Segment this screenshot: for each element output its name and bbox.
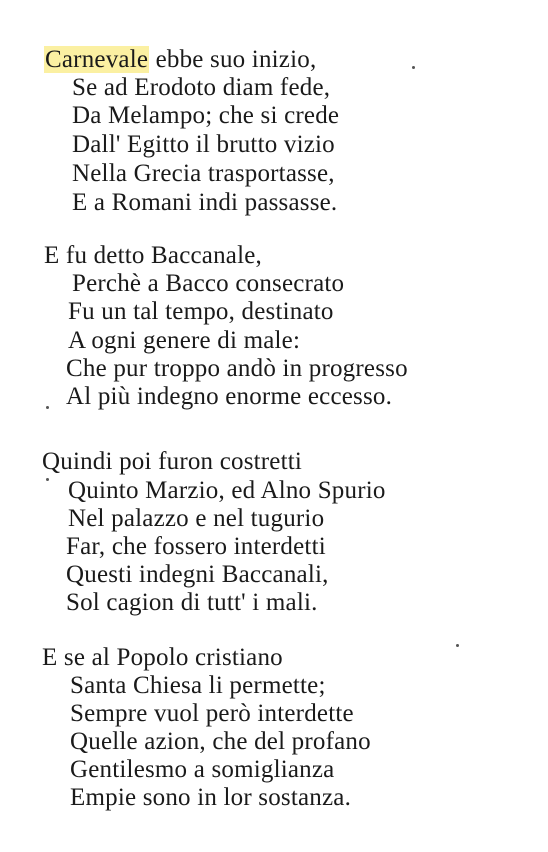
line-text: ebbe suo inizio,: [149, 46, 317, 73]
scan-speck: [412, 66, 415, 69]
poem-line: Quelle azion, che del profano: [70, 728, 371, 755]
poem-line: Da Melampo; che si crede: [72, 102, 340, 129]
poem-line: [44, 46, 316, 74]
highlighted-word: Carnevale: [45, 46, 149, 73]
poem-line: E a Romani indi passasse.: [72, 189, 338, 216]
poem-line: E fu detto Baccanale,: [44, 242, 262, 269]
scan-speck: [46, 406, 49, 409]
poem-line: Sempre vuol però interdette: [70, 700, 354, 727]
poem-line: Quindi poi furon costretti: [42, 448, 303, 475]
poem-line: Perchè a Bacco consecrato: [72, 270, 345, 297]
poem-line: Gentilesmo a somiglianza: [70, 756, 335, 783]
poem-line: Fu un tal tempo, destinato: [68, 298, 334, 325]
poem-line: Se ad Erodoto diam fede,: [72, 74, 331, 101]
poem-line: Che pur troppo andò in progresso: [66, 355, 408, 382]
scan-speck: [46, 478, 49, 481]
poem-line: Empie sono in lor sostanza.: [70, 784, 352, 811]
poem-line: Quinto Marzio, ed Alno Spurio: [68, 477, 386, 504]
poem-line: Al più indegno enorme eccesso.: [66, 383, 393, 410]
poem-line: Questi indegni Baccanali,: [66, 561, 329, 588]
poem-line: Nel palazzo e nel tugurio: [68, 505, 325, 532]
poem-line: A ogni genere di male:: [68, 327, 301, 354]
scan-speck: [456, 644, 459, 647]
poem-line: Santa Chiesa li permette;: [70, 672, 326, 699]
poem-line: Dall' Egitto il brutto vizio: [72, 131, 335, 158]
poem-line: E se al Popolo cristiano: [42, 644, 283, 671]
poem-line: Sol cagion di tutt' i mali.: [66, 589, 318, 616]
poem-line: Far, che fossero interdetti: [66, 533, 326, 560]
poem-line: Nella Grecia trasportasse,: [72, 160, 335, 187]
